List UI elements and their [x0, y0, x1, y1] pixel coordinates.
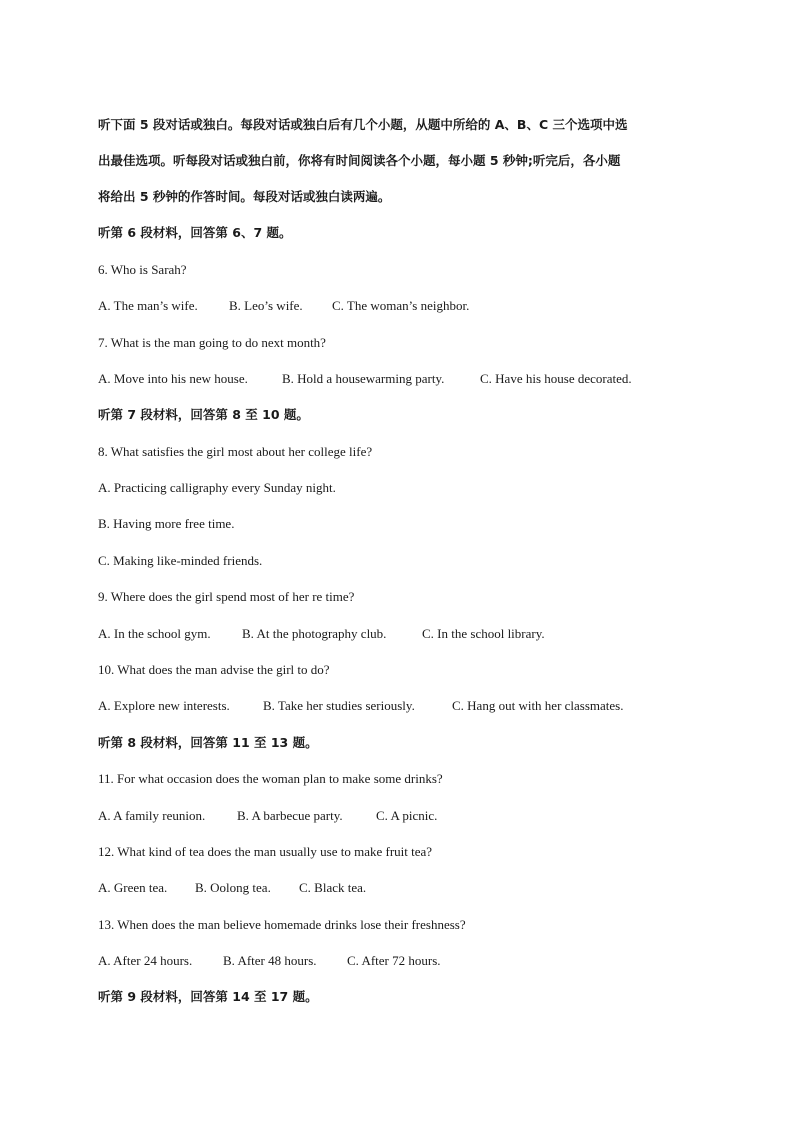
- option-6a: A. The man’s wife.: [98, 298, 198, 313]
- option-9a: A. In the school gym.: [98, 626, 211, 641]
- option-7a: A. Move into his new house.: [98, 371, 248, 386]
- option-6b: B. Leo’s wife.: [229, 298, 303, 313]
- question-11: 11. For what occasion does the woman plan to make some drinks?: [98, 771, 443, 786]
- option-7b: B. Hold a housewarming party.: [282, 371, 445, 386]
- option-8c: C. Making like-minded friends.: [98, 553, 263, 568]
- section-header-material-7: 听第 7 段材料，回答第 8 至 10 题。: [98, 407, 309, 422]
- question-10: 10. What does the man advise the girl to do?: [98, 662, 330, 677]
- option-13a: A. After 24 hours.: [98, 953, 193, 968]
- question-8: 8. What satisfies the girl most about her college life?: [98, 444, 373, 459]
- option-13b: B. After 48 hours.: [223, 953, 317, 968]
- option-10b: B. Take her studies seriously.: [263, 698, 415, 713]
- instructions-line-2: 出最佳选项。听每段对话或独白前，你将有时间阅读各个小题，每小题 5 秒钟;听完后，各小题: [98, 153, 621, 168]
- option-9c: C. In the school library.: [422, 626, 545, 641]
- option-11b: B. A barbecue party.: [237, 808, 343, 823]
- option-12a: A. Green tea.: [98, 880, 168, 895]
- question-9: 9. Where does the girl spend most of her re time?: [98, 589, 355, 604]
- option-7c: C. Have his house decorated.: [480, 371, 632, 386]
- question-12: 12. What kind of tea does the man usually use to make fruit tea?: [98, 844, 433, 859]
- option-11c: C. A picnic.: [376, 808, 438, 823]
- option-6c: C. The woman’s neighbor.: [332, 298, 470, 313]
- options-row-9: [98, 625, 545, 643]
- options-row-7: [98, 370, 632, 388]
- options-row-10: [98, 697, 624, 715]
- question-13: 13. When does the man believe homemade drinks lose their freshness?: [98, 917, 466, 932]
- options-row-6: [98, 297, 469, 315]
- instructions-line-3: 将给出 5 秒钟的作答时间。每段对话或独白读两遍。: [98, 189, 391, 204]
- question-6: 6. Who is Sarah?: [98, 262, 187, 277]
- section-header-material-8: 听第 8 段材料，回答第 11 至 13 题。: [98, 735, 318, 750]
- options-row-11: [98, 807, 437, 825]
- option-9b: B. At the photography club.: [242, 626, 387, 641]
- option-10c: C. Hang out with her classmates.: [452, 698, 624, 713]
- section-header-material-6: 听第 6 段材料，回答第 6、7 题。: [98, 225, 292, 240]
- option-12c: C. Black tea.: [299, 880, 367, 895]
- instructions-line-1: 听下面 5 段对话或独白。每段对话或独白后有几个小题，从题中所给的 A、B、C 三个选项中选: [98, 117, 628, 132]
- section-header-material-9: 听第 9 段材料，回答第 14 至 17 题。: [98, 989, 318, 1004]
- option-8a: A. Practicing calligraphy every Sunday night.: [98, 480, 336, 495]
- options-row-12: [98, 879, 366, 897]
- option-8b: B. Having more free time.: [98, 516, 235, 531]
- option-10a: A. Explore new interests.: [98, 698, 230, 713]
- options-row-13: [98, 952, 441, 970]
- question-7: 7. What is the man going to do next month?: [98, 335, 326, 350]
- option-11a: A. A family reunion.: [98, 808, 206, 823]
- option-13c: C. After 72 hours.: [347, 953, 441, 968]
- option-12b: B. Oolong tea.: [195, 880, 271, 895]
